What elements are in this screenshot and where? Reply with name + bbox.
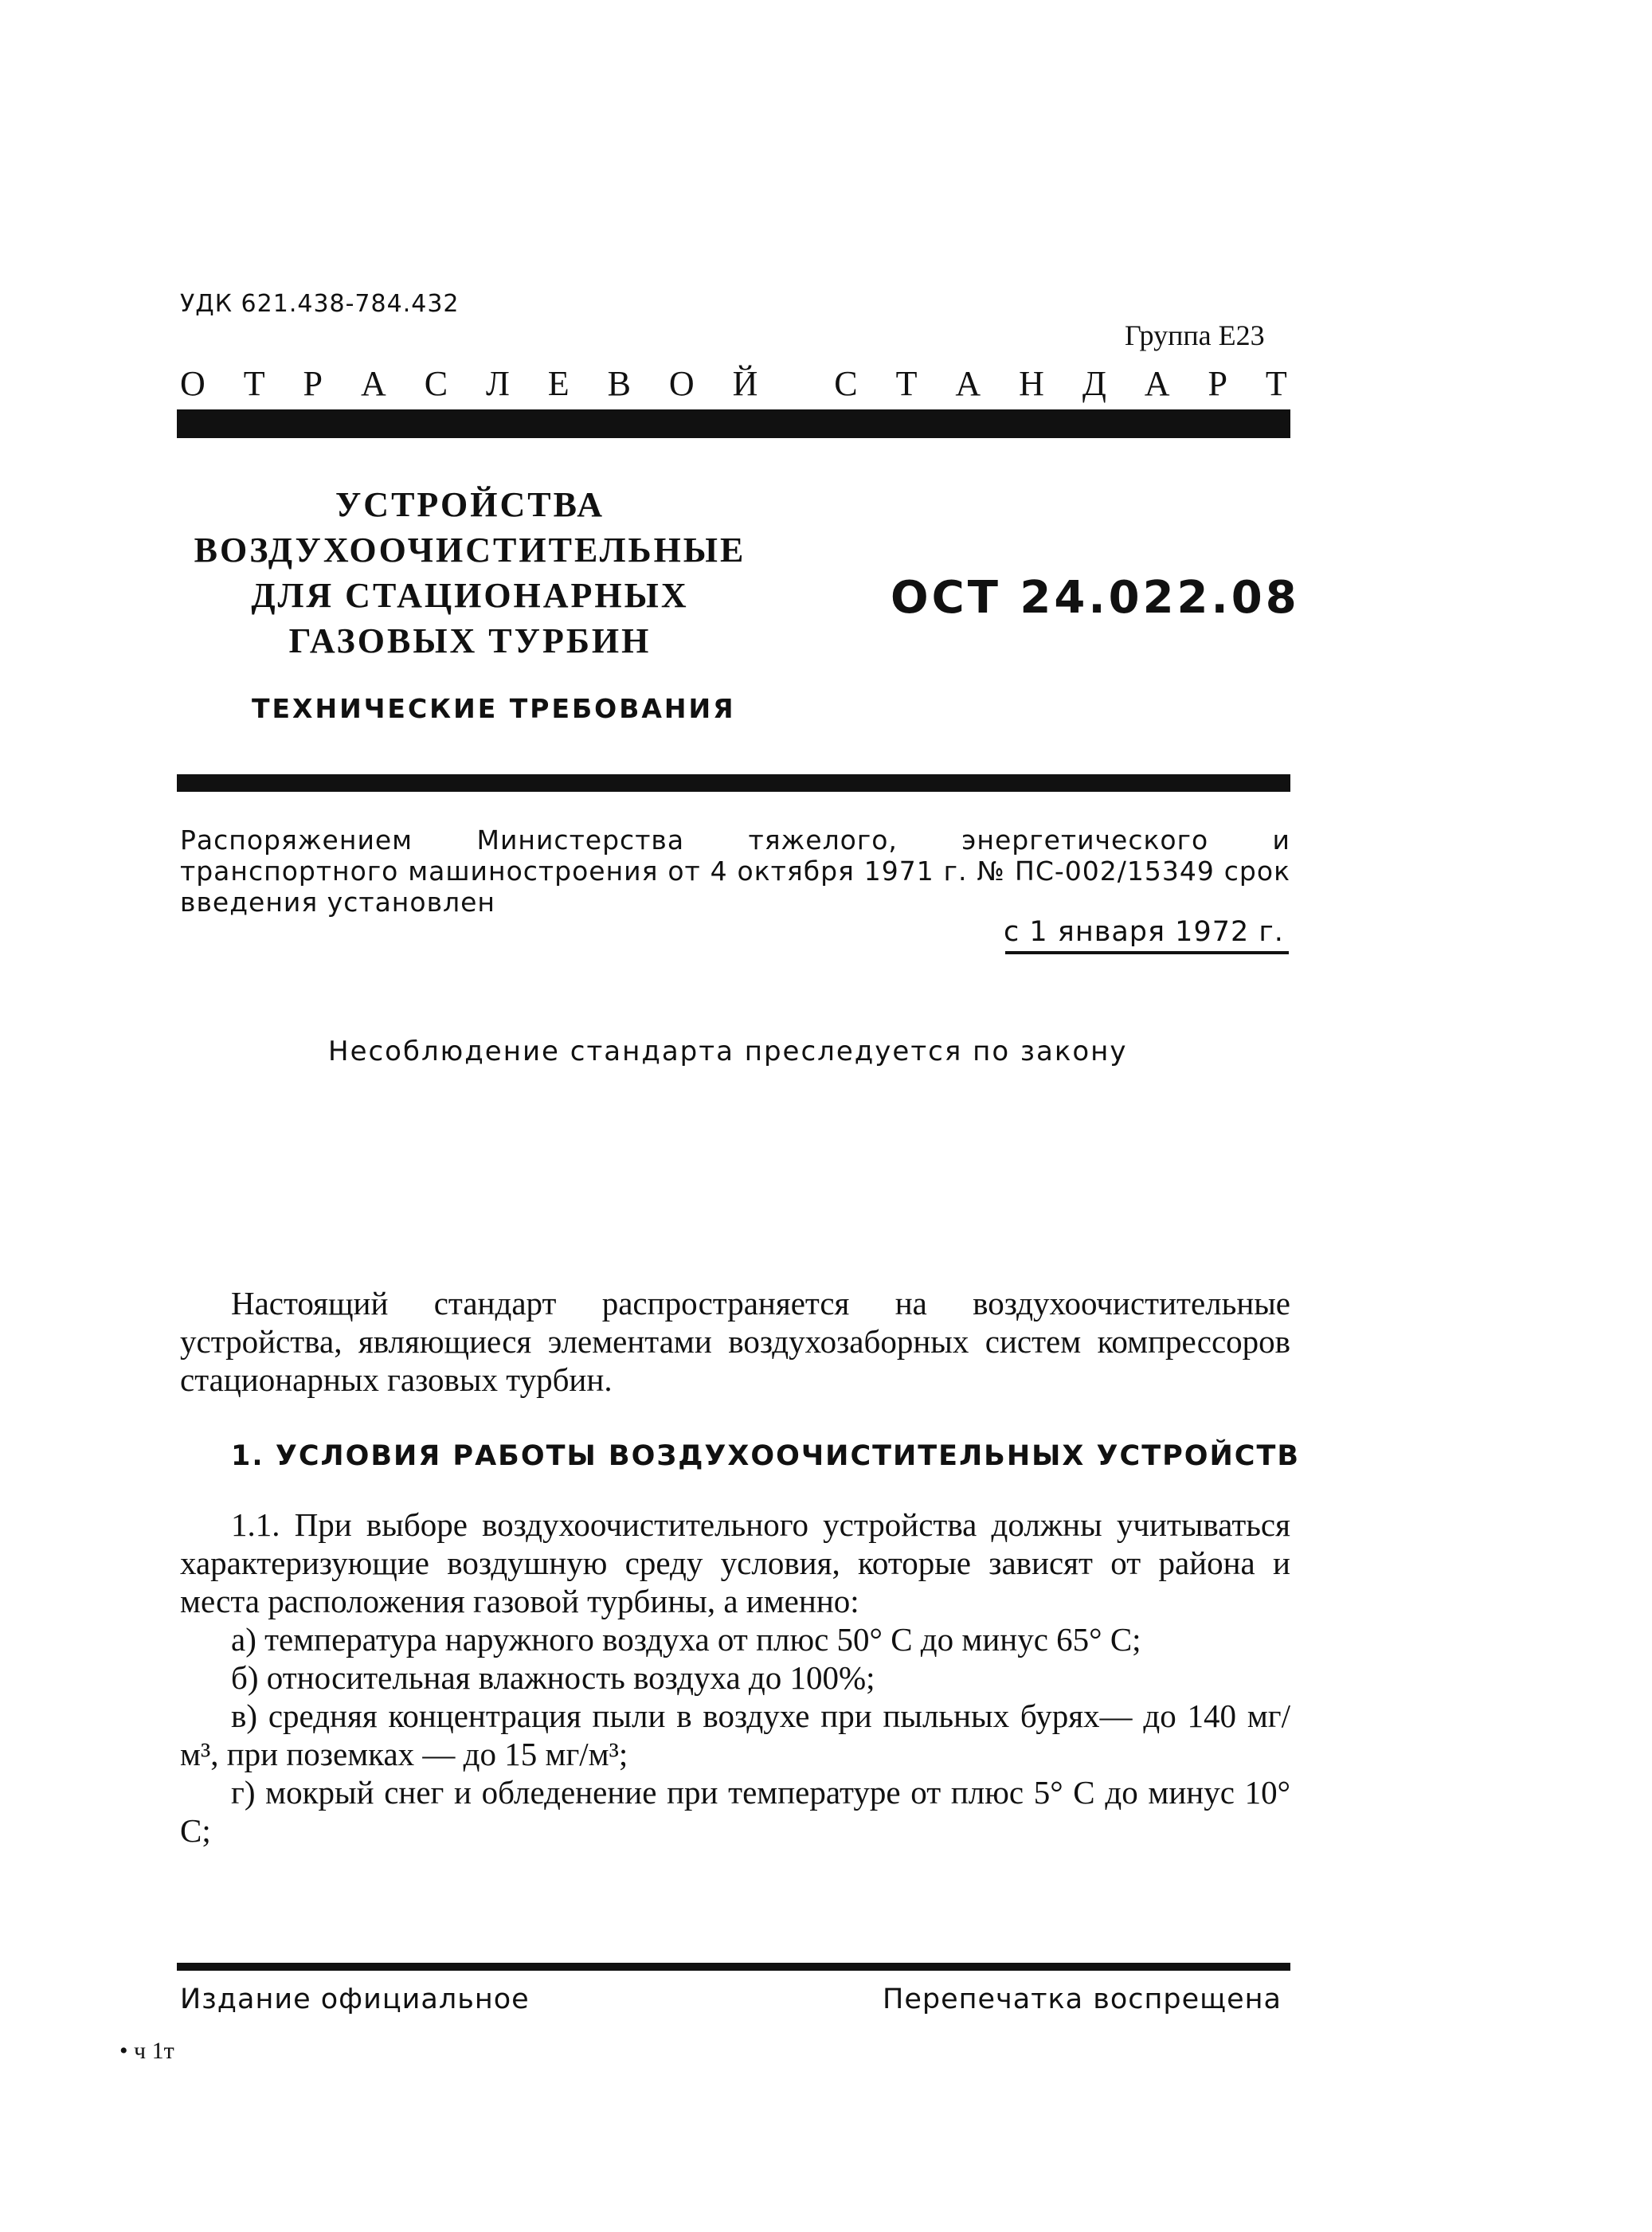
banner-letter: О — [180, 364, 206, 403]
list-item: г) мокрый снег и обледенение при температуре от плюс 5° С до минус 10° С; — [180, 1774, 1290, 1849]
banner-letter: С — [834, 364, 858, 403]
list-item: б) относительная влажность воздуха до 100%; — [231, 1659, 875, 1696]
banner-letter: С — [424, 364, 448, 403]
clause-1-1: 1.1. При выборе воздухоочистительного устройства должны учитываться характеризующие воздушную среду условия, которые зависят от района и места расположения газовой турбины, а именно: — [180, 1506, 1290, 1619]
decree-text: Распоряжением Министерства тяжелого, энергетического и транспортного машиностроения от 4 октября 1971 г. № ПС-002/15349 срок введения установлен — [180, 824, 1290, 918]
banner-letter: Р — [303, 364, 323, 403]
list-item: а) температура наружного воздуха от плюс 50° С до минус 65° С; — [231, 1621, 1141, 1658]
intro-paragraph: Настоящий стандарт распространяется на воздухоочистительные устройства, являющиеся элементами воздухозаборных систем компрессоров стационарных газовых турбин. — [180, 1285, 1290, 1398]
udk-code: УДК 621.438-784.432 — [180, 290, 460, 318]
top-rule — [177, 409, 1290, 438]
bottom-rule — [177, 1963, 1290, 1971]
banner-letter: Е — [547, 364, 570, 403]
banner-letter: Т — [1265, 364, 1287, 403]
effective-date: с 1 января 1972 г. — [1004, 916, 1284, 948]
footer-edition: Издание официальное — [180, 1983, 530, 2015]
ost-number: ОСТ 24.022.08 — [891, 572, 1300, 624]
group-code: Группа Е23 — [1125, 319, 1265, 351]
title-line: ГАЗОВЫХ ТУРБИН — [288, 621, 652, 660]
banner-letter: Й — [732, 364, 758, 403]
banner-letter: В — [607, 364, 631, 403]
banner-letter: А — [955, 364, 981, 403]
conditions-list — [180, 1620, 1290, 1850]
title-line: ДЛЯ СТАЦИОНАРНЫХ — [251, 576, 689, 615]
legal-warning: Несоблюдение стандарта преследуется по закону — [328, 1036, 1128, 1067]
list-item: в) средняя концентрация пыли в воздухе при пыльных бурях— до 140 мг/м³, при поземках — до 15 мг/м³; — [180, 1697, 1290, 1772]
page-mark: • ч 1т — [119, 2038, 174, 2064]
banner-letter: Л — [485, 364, 510, 403]
standard-banner — [180, 363, 1287, 404]
banner-letter: А — [1144, 364, 1170, 403]
banner-letter: Т — [243, 364, 265, 403]
middle-rule — [177, 774, 1290, 792]
banner-letter: Т — [895, 364, 918, 403]
banner-letter: Д — [1082, 364, 1106, 403]
banner-letter: А — [360, 364, 386, 403]
date-underline — [1005, 951, 1289, 954]
section-heading: 1. УСЛОВИЯ РАБОТЫ ВОЗДУХООЧИСТИТЕЛЬНЫХ УСТРОЙСТВ — [231, 1440, 1301, 1472]
title-line: ВОЗДУХООЧИСТИТЕЛЬНЫЕ — [194, 531, 746, 570]
section-body — [180, 1506, 1290, 1850]
document-title — [191, 482, 749, 664]
banner-letter: Р — [1208, 364, 1227, 403]
document-subtitle: ТЕХНИЧЕСКИЕ ТРЕБОВАНИЯ — [252, 693, 736, 724]
banner-letter: Н — [1019, 364, 1044, 403]
banner-letter: О — [668, 364, 695, 403]
footer-reprint-notice: Перепечатка воспрещена — [883, 1983, 1282, 2015]
title-line: УСТРОЙСТВА — [335, 485, 605, 524]
